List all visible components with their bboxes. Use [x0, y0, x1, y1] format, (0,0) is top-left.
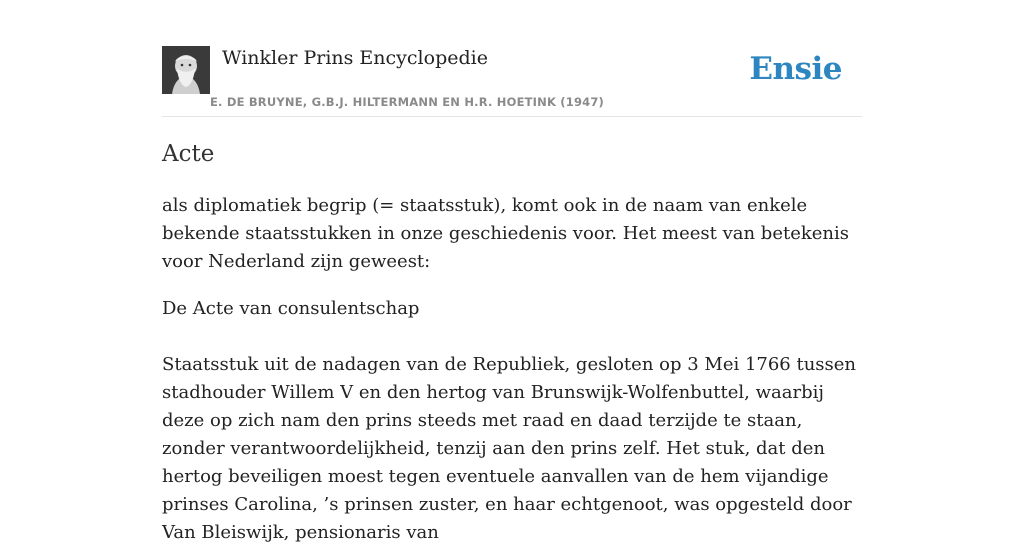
- article-intro: als diplomatiek begrip (= staatsstuk), komt ook in de naam van enkele bekende staatsstukken in onze geschiedenis voor. Het meest van betekenis voor Nederland zijn geweest:: [162, 195, 850, 272]
- source-title[interactable]: Winkler Prins Encyclopedie: [222, 47, 488, 69]
- article-title: Acte: [162, 141, 215, 167]
- portrait-icon: [162, 46, 210, 94]
- ensie-logo-link[interactable]: Ensie: [749, 51, 842, 87]
- source-header: [162, 44, 862, 117]
- article-body: Staatsstuk uit de nadagen van de Republiek, gesloten op 3 Mei 1766 tussen stadhouder Willem V en den hertog van Brunswijk-Wolfenbuttel, waarbij deze op zich nam den prins steeds met raad en daad terzijde te staan, zonder verantwoordelijkheid, tenzij aan den prins zelf. Het stuk, dat den hertog beveiligen moest tegen eventuele aanvallen van de hem vijandige prinses Carolina, ’s prinsen zuster, en haar echtgenoot, was opgesteld door Van Bleiswijk, pensionaris van: [162, 354, 857, 543]
- source-authors: E. DE BRUYNE, G.B.J. HILTERMANN EN H.R. HOETINK (1947): [210, 95, 605, 109]
- article-subheading: De Acte van consulentschap: [162, 298, 420, 319]
- author-avatar[interactable]: [162, 46, 210, 94]
- article: [162, 138, 862, 547]
